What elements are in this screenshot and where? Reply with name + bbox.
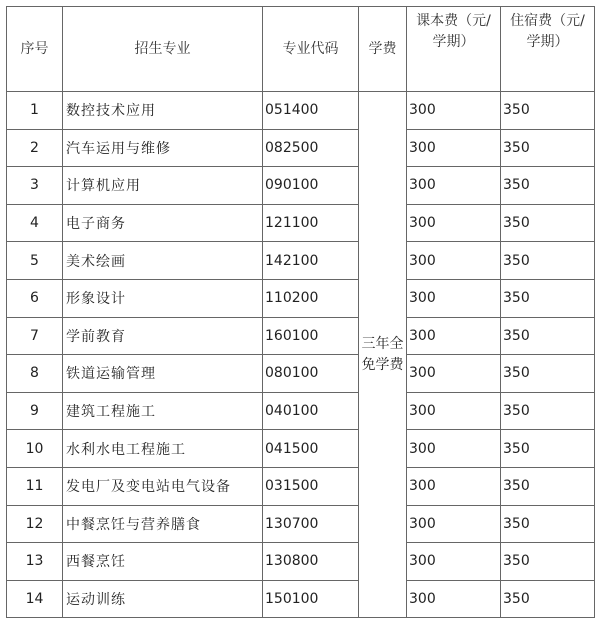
major-code: 031500 <box>263 467 359 505</box>
table-row <box>7 167 595 205</box>
major-name: 建筑工程施工 <box>63 392 263 430</box>
fee-table <box>6 6 595 618</box>
textbook-fee: 300 <box>407 505 501 543</box>
major-name: 中餐烹饪与营养膳食 <box>63 505 263 543</box>
dorm-fee: 350 <box>501 543 595 581</box>
major-name: 美术绘画 <box>63 242 263 280</box>
row-index: 4 <box>7 204 63 242</box>
dorm-fee: 350 <box>501 505 595 543</box>
row-index: 3 <box>7 167 63 205</box>
textbook-fee: 300 <box>407 392 501 430</box>
table-row <box>7 317 595 355</box>
textbook-fee: 300 <box>407 355 501 393</box>
header-row <box>7 7 595 92</box>
major-name: 计算机应用 <box>63 167 263 205</box>
major-code: 130800 <box>263 543 359 581</box>
header-textbook-fee: 课本费（元/学期） <box>407 7 501 92</box>
table-row <box>7 392 595 430</box>
dorm-fee: 350 <box>501 392 595 430</box>
major-code: 160100 <box>263 317 359 355</box>
dorm-fee: 350 <box>501 467 595 505</box>
header-code: 专业代码 <box>263 7 359 92</box>
major-code: 130700 <box>263 505 359 543</box>
row-index: 6 <box>7 279 63 317</box>
dorm-fee: 350 <box>501 580 595 618</box>
table-row <box>7 543 595 581</box>
major-code: 090100 <box>263 167 359 205</box>
textbook-fee: 300 <box>407 242 501 280</box>
major-name: 汽车运用与维修 <box>63 129 263 167</box>
row-index: 11 <box>7 467 63 505</box>
dorm-fee: 350 <box>501 242 595 280</box>
textbook-fee: 300 <box>407 317 501 355</box>
dorm-fee: 350 <box>501 167 595 205</box>
table-body <box>7 92 595 618</box>
major-name: 发电厂及变电站电气设备 <box>63 467 263 505</box>
textbook-fee: 300 <box>407 430 501 468</box>
major-name: 西餐烹饪 <box>63 543 263 581</box>
dorm-fee: 350 <box>501 92 595 130</box>
table-row <box>7 92 595 130</box>
table-row <box>7 467 595 505</box>
major-name: 电子商务 <box>63 204 263 242</box>
textbook-fee: 300 <box>407 92 501 130</box>
major-code: 142100 <box>263 242 359 280</box>
dorm-fee: 350 <box>501 317 595 355</box>
table-row <box>7 129 595 167</box>
row-index: 10 <box>7 430 63 468</box>
header-dorm-fee: 住宿费（元/学期） <box>501 7 595 92</box>
header-index: 序号 <box>7 7 63 92</box>
table-row <box>7 430 595 468</box>
major-code: 051400 <box>263 92 359 130</box>
table-row <box>7 242 595 280</box>
major-code: 041500 <box>263 430 359 468</box>
major-name: 运动训练 <box>63 580 263 618</box>
row-index: 12 <box>7 505 63 543</box>
fee-table-container <box>6 6 595 618</box>
textbook-fee: 300 <box>407 129 501 167</box>
dorm-fee: 350 <box>501 204 595 242</box>
header-major: 招生专业 <box>63 7 263 92</box>
major-code: 080100 <box>263 355 359 393</box>
textbook-fee: 300 <box>407 279 501 317</box>
dorm-fee: 350 <box>501 279 595 317</box>
table-row <box>7 580 595 618</box>
textbook-fee: 300 <box>407 467 501 505</box>
table-row <box>7 204 595 242</box>
textbook-fee: 300 <box>407 543 501 581</box>
dorm-fee: 350 <box>501 129 595 167</box>
table-row <box>7 279 595 317</box>
row-index: 7 <box>7 317 63 355</box>
dorm-fee: 350 <box>501 430 595 468</box>
major-code: 121100 <box>263 204 359 242</box>
dorm-fee: 350 <box>501 355 595 393</box>
major-code: 082500 <box>263 129 359 167</box>
major-name: 学前教育 <box>63 317 263 355</box>
table-row <box>7 355 595 393</box>
major-name: 数控技术应用 <box>63 92 263 130</box>
row-index: 14 <box>7 580 63 618</box>
major-name: 形象设计 <box>63 279 263 317</box>
row-index: 9 <box>7 392 63 430</box>
table-row <box>7 505 595 543</box>
row-index: 13 <box>7 543 63 581</box>
tuition-note: 三年全免学费 <box>359 92 407 618</box>
major-code: 110200 <box>263 279 359 317</box>
header-tuition: 学费 <box>359 7 407 92</box>
row-index: 5 <box>7 242 63 280</box>
row-index: 8 <box>7 355 63 393</box>
row-index: 1 <box>7 92 63 130</box>
textbook-fee: 300 <box>407 580 501 618</box>
major-name: 铁道运输管理 <box>63 355 263 393</box>
major-code: 150100 <box>263 580 359 618</box>
row-index: 2 <box>7 129 63 167</box>
textbook-fee: 300 <box>407 167 501 205</box>
major-name: 水利水电工程施工 <box>63 430 263 468</box>
major-code: 040100 <box>263 392 359 430</box>
textbook-fee: 300 <box>407 204 501 242</box>
